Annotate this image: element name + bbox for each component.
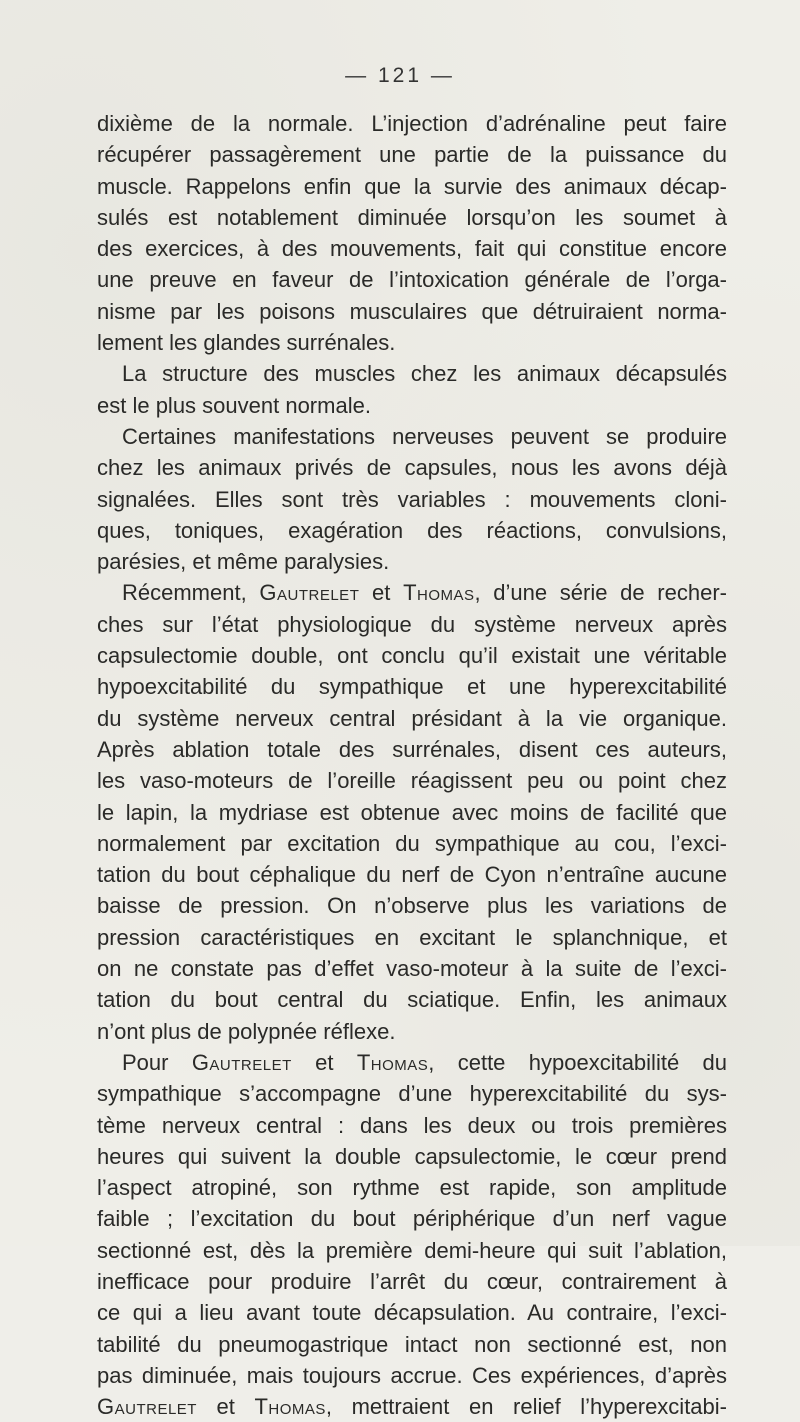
text-line: on ne constate pas d’effet vaso-moteur à la suite de l’exci-	[97, 956, 727, 982]
text-line: tation du bout céphalique du nerf de Cyon n’entraîne aucune	[97, 862, 727, 888]
text-line: dixième de la normale. L’injection d’adrénaline peut faire	[97, 111, 727, 136]
text-line: muscle. Rappelons enfin que la survie des animaux décap-	[97, 173, 727, 199]
author-name: Thomas	[403, 580, 475, 606]
text-line: hypoexcitabilité du sympathique et une hyperexcitabilité	[97, 674, 727, 700]
text-line: normalement par excitation du sympathique au cou, l’exci-	[97, 830, 727, 856]
text-run: , d’une série de recher-	[474, 580, 727, 606]
text-line: heures qui suivent la double capsulectomie, le cœur prend	[97, 1143, 727, 1169]
text-line: récupérer passagèrement une partie de la puissance du	[97, 142, 727, 168]
text-line: n’ont plus de polypnée réflexe.	[97, 1018, 396, 1044]
text-line: signalées. Elles sont très variables : mouvements cloni-	[97, 486, 727, 512]
text-line	[97, 1391, 727, 1422]
text-run: , cette hypoexcitabilité du	[428, 1049, 727, 1075]
text-line: est le plus souvent normale.	[97, 392, 371, 418]
text-line: parésies, et même paralysies.	[97, 549, 390, 575]
text-line: faible ; l’excitation du bout périphérique d’un nerf vague	[97, 1206, 727, 1232]
text-line: pression caractéristiques en excitant le splanchnique, et	[97, 924, 727, 950]
text-line: La structure des muscles chez les animaux décapsulés	[122, 361, 727, 387]
text-line: ques, toniques, exagération des réactions, convulsions,	[97, 517, 727, 543]
text-line: une preuve en faveur de l’intoxication générale de l’orga-	[97, 267, 727, 293]
text-line: des exercices, à des mouvements, fait qui constitue encore	[97, 236, 727, 262]
text-line: chez les animaux privés de capsules, nous les avons déjà	[97, 455, 727, 481]
text-line: ce qui a lieu avant toute décapsulation. Au contraire, l’exci-	[97, 1300, 727, 1326]
text-line: inefficace pour produire l’arrêt du cœur, contrairement à	[97, 1268, 727, 1294]
author-name: Gautrelet	[97, 1394, 197, 1420]
author-name: Gautrelet	[191, 1049, 292, 1075]
text-line: le lapin, la mydriase est obtenue avec moins de facilité que	[97, 799, 727, 825]
text-run: et	[291, 1049, 357, 1075]
text-line: tation du bout central du sciatique. Enfin, les animaux	[97, 987, 727, 1013]
text-line: Après ablation totale des surrénales, disent ces auteurs,	[97, 736, 727, 762]
text-line: ches sur l’état physiologique du système nerveux après	[97, 611, 727, 637]
text-line: tabilité du pneumogastrique intact non sectionné est, non	[97, 1331, 727, 1357]
text-line: nisme par les poisons musculaires que détruiraient norma-	[97, 298, 727, 324]
text-line: l’aspect atropiné, son rythme est rapide, son amplitude	[97, 1175, 727, 1201]
text-line: du système nerveux central présidant à la vie organique.	[97, 705, 727, 731]
text-line: capsulectomie double, ont conclu qu’il existait une véritable	[97, 643, 727, 669]
text-line: sectionné est, dès la première demi-heure qui suit l’ablation,	[97, 1237, 727, 1263]
text-line: sulés est notablement diminuée lorsqu’on les soumet à	[97, 204, 727, 230]
text-line	[97, 577, 727, 608]
text-line: Certaines manifestations nerveuses peuvent se produire	[122, 423, 727, 449]
text-run: , mettraient en relief l’hyperexcitabi-	[325, 1394, 727, 1420]
author-name: Thomas	[254, 1394, 326, 1420]
text-run: Récemment,	[122, 580, 260, 606]
text-run: et	[196, 1394, 255, 1420]
text-line: baisse de pression. On n’observe plus les variations de	[97, 893, 727, 919]
author-name: Thomas	[356, 1049, 429, 1075]
text-run: et	[359, 580, 404, 606]
text-line: sympathique s’accompagne d’une hyperexcitabilité du sys-	[97, 1081, 727, 1107]
author-name: Gautrelet	[259, 580, 360, 606]
text-line: pas diminuée, mais toujours accrue. Ces expériences, d’après	[97, 1362, 727, 1388]
text-line	[97, 1047, 727, 1078]
page-number: — 121 —	[345, 64, 455, 87]
text-line: les vaso-moteurs de l’oreille réagissent peu ou point chez	[97, 768, 727, 794]
text-line: lement les glandes surrénales.	[97, 330, 396, 356]
body-text	[97, 108, 727, 1422]
text-line: tème nerveux central : dans les deux ou trois premières	[97, 1112, 727, 1138]
text-run: Pour	[122, 1049, 192, 1075]
